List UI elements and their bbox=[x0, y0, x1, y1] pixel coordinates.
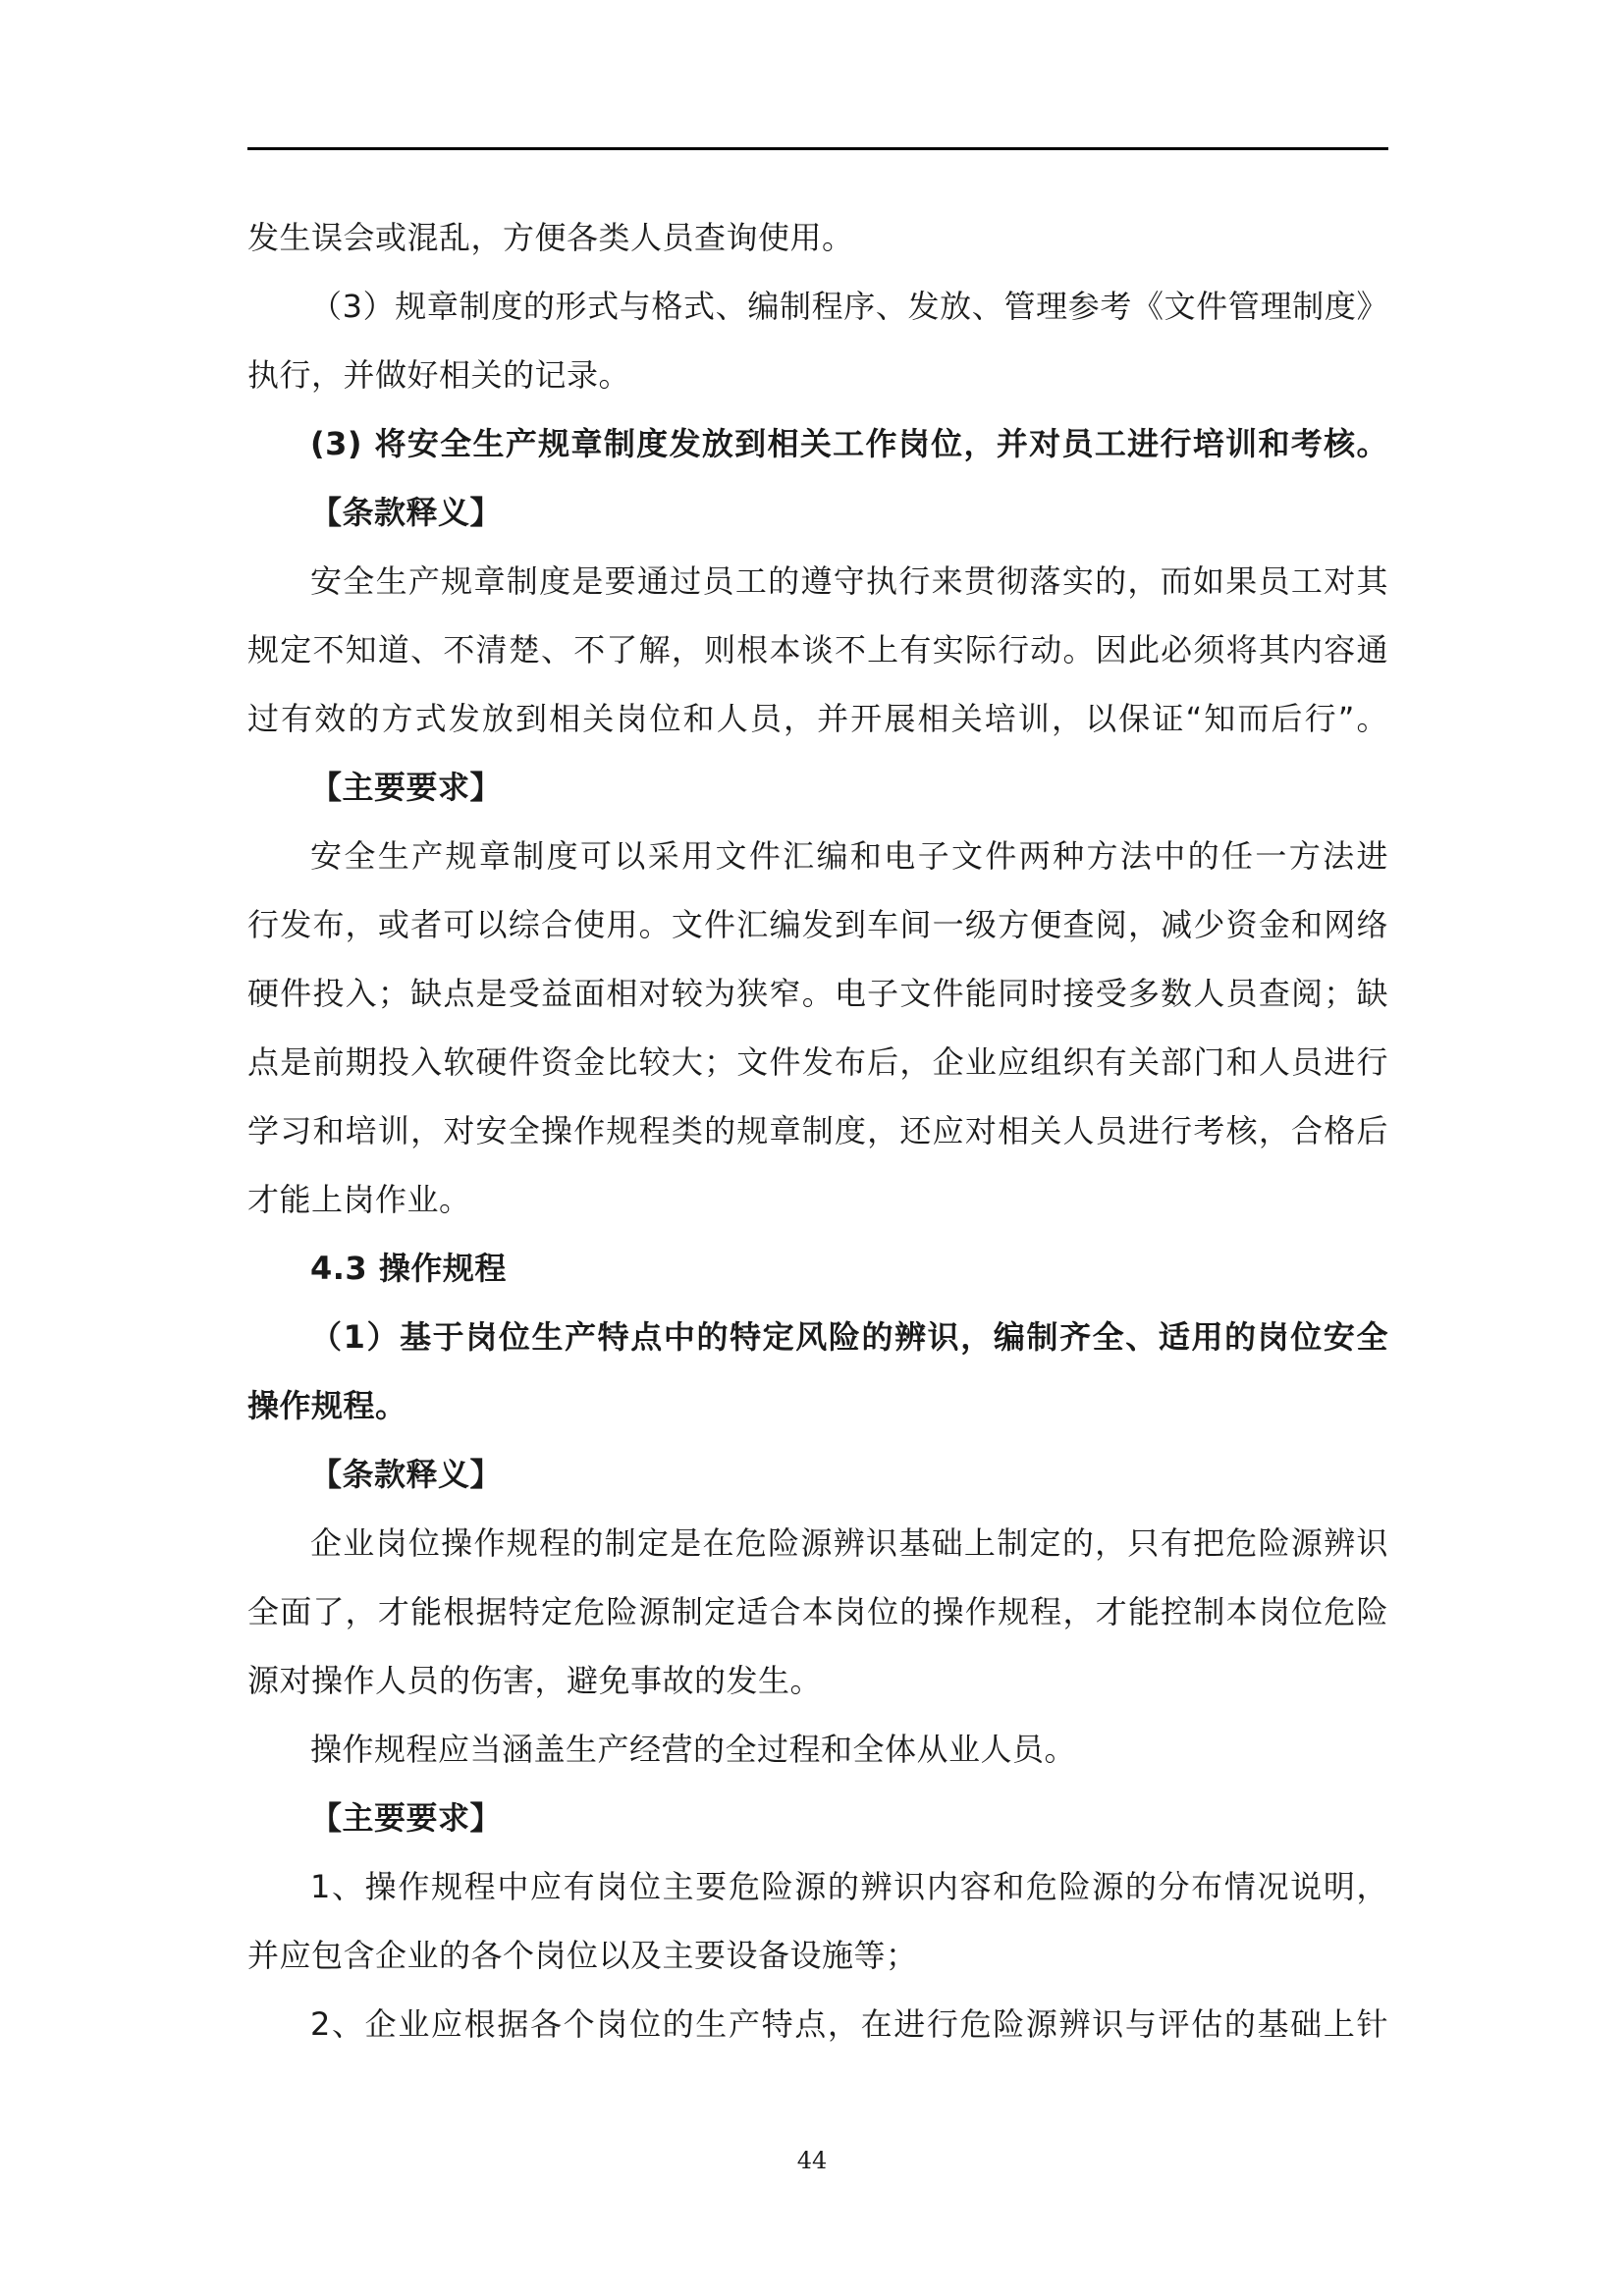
page-body bbox=[247, 210, 1388, 2065]
section-label-requirements: 【主要要求】 bbox=[310, 1799, 503, 1837]
paragraph-line: 发生误会或混乱，方便各类人员查询使用。 bbox=[247, 219, 854, 256]
paragraph-line: 全面了，才能根据特定危险源制定适合本岗位的操作规程，才能控制本岗位危险 bbox=[247, 1593, 1388, 1630]
paragraph-line: 规定不知道、不清楚、不了解，则根本谈不上有实际行动。因此必须将其内容通 bbox=[247, 631, 1388, 668]
paragraph-line: 才能上岗作业。 bbox=[247, 1181, 471, 1218]
section-label-interpretation: 【条款释义】 bbox=[310, 494, 503, 531]
section-label-interpretation: 【条款释义】 bbox=[310, 1456, 503, 1493]
clause-heading: （1）基于岗位生产特点中的特定风险的辨识，编制齐全、适用的岗位安全 bbox=[310, 1318, 1388, 1356]
paragraph-line: （3）规章制度的形式与格式、编制程序、发放、管理参考《文件管理制度》 bbox=[310, 288, 1388, 325]
paragraph-line: 1、操作规程中应有岗位主要危险源的辨识内容和危险源的分布情况说明， bbox=[310, 1868, 1388, 1905]
paragraph-line: 企业岗位操作规程的制定是在危险源辨识基础上制定的，只有把危险源辨识 bbox=[310, 1524, 1388, 1562]
section-heading: 4.3 操作规程 bbox=[310, 1250, 507, 1287]
paragraph-line: 并应包含企业的各个岗位以及主要设备设施等； bbox=[247, 1937, 918, 1974]
paragraph-line: 学习和培训，对安全操作规程类的规章制度，还应对相关人员进行考核，合格后 bbox=[247, 1112, 1388, 1149]
paragraph-line: 操作规程应当涵盖生产经营的全过程和全体从业人员。 bbox=[310, 1731, 1077, 1768]
clause-heading: (3) 将安全生产规章制度发放到相关工作岗位，并对员工进行培训和考核。 bbox=[310, 425, 1388, 462]
page-number: 44 bbox=[796, 2147, 828, 2174]
header-rule bbox=[247, 147, 1388, 150]
paragraph-line: 2、企业应根据各个岗位的生产特点，在进行危险源辨识与评估的基础上针 bbox=[310, 2005, 1388, 2043]
paragraph-line: 执行，并做好相关的记录。 bbox=[247, 356, 631, 394]
paragraph-line: 安全生产规章制度可以采用文件汇编和电子文件两种方法中的任一方法进 bbox=[310, 837, 1388, 875]
paragraph-line: 点是前期投入软硬件资金比较大；文件发布后，企业应组织有关部门和人员进行 bbox=[247, 1043, 1388, 1081]
paragraph-line: 硬件投入；缺点是受益面相对较为狭窄。电子文件能同时接受多数人员查阅；缺 bbox=[247, 975, 1388, 1012]
clause-heading: 操作规程。 bbox=[247, 1387, 407, 1424]
paragraph-line: 源对操作人员的伤害，避免事故的发生。 bbox=[247, 1662, 823, 1699]
paragraph-line: 行发布，或者可以综合使用。文件汇编发到车间一级方便查阅，减少资金和网络 bbox=[247, 906, 1388, 943]
paragraph-line: 过有效的方式发放到相关岗位和人员，并开展相关培训，以保证“知而后行”。 bbox=[247, 700, 1388, 737]
section-label-requirements: 【主要要求】 bbox=[310, 769, 503, 806]
paragraph-line: 安全生产规章制度是要通过员工的遵守执行来贯彻落实的，而如果员工对其 bbox=[310, 562, 1388, 600]
